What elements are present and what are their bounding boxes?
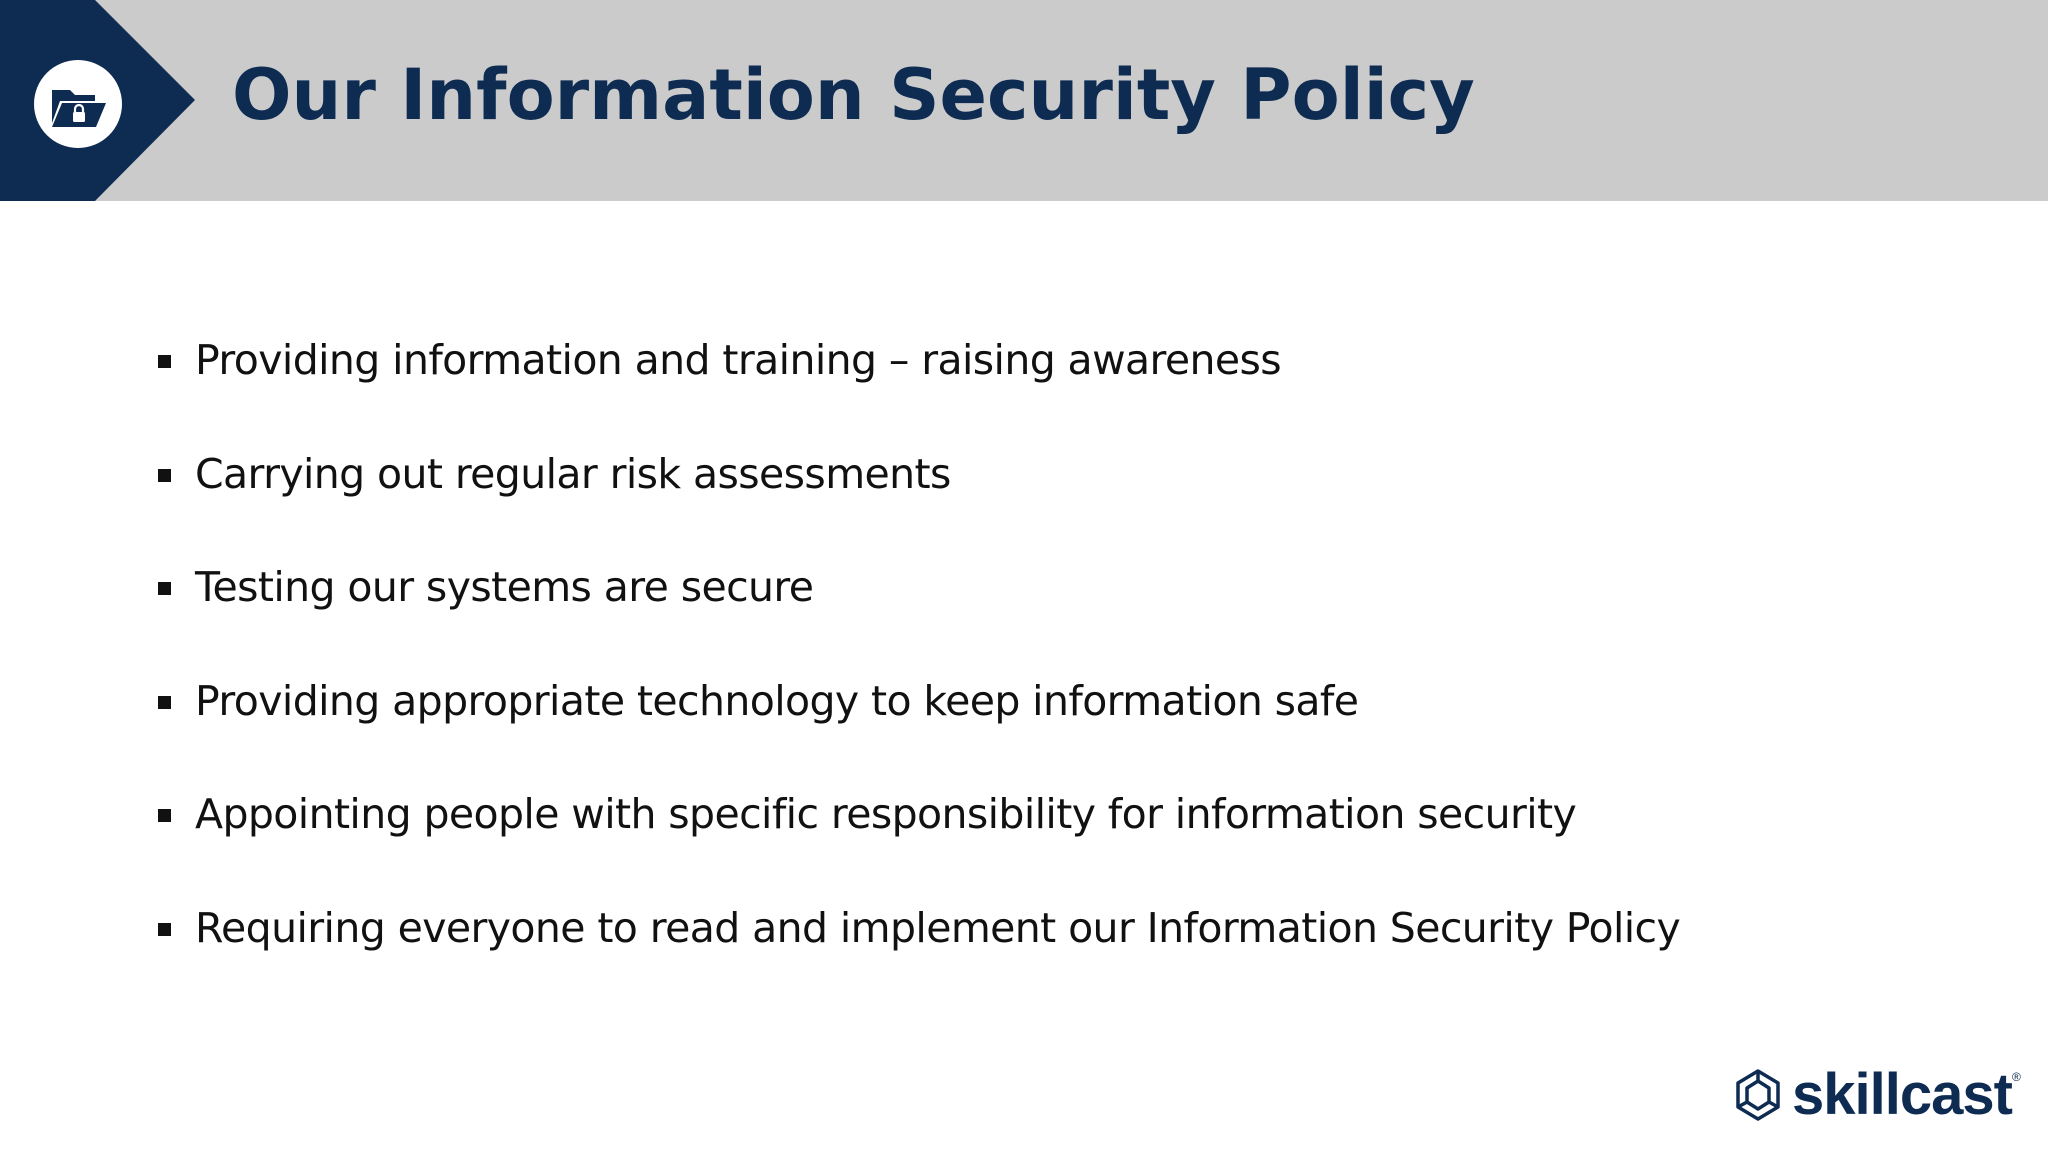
bullet-text: Requiring everyone to read and implement our Information Security Policy: [195, 903, 1681, 952]
bullet-square-icon: [158, 582, 171, 595]
list-item: [158, 439, 1680, 553]
registered-mark: ®: [2011, 1070, 2021, 1084]
bullet-square-icon: [158, 355, 171, 368]
bullet-text: Providing information and training – raising awareness: [195, 336, 1282, 384]
bullet-text: Testing our systems are secure: [195, 563, 814, 611]
bullet-text: Carrying out regular risk assessments: [195, 449, 951, 498]
logo-text: skillcast: [1792, 1062, 2012, 1127]
list-item: [158, 666, 1680, 780]
list-item: [158, 325, 1680, 439]
bullet-text: Appointing people with specific responsibility for information security: [195, 790, 1577, 838]
bullet-text: Providing appropriate technology to keep information safe: [195, 676, 1359, 725]
list-item: [158, 779, 1680, 893]
bullet-square-icon: [158, 923, 171, 936]
list-item: [158, 893, 1680, 1007]
bullet-square-icon: [158, 809, 171, 822]
bullet-list: [158, 325, 1680, 1006]
folder-lock-icon: [30, 56, 126, 152]
bullet-square-icon: [158, 469, 171, 482]
skillcast-logo: [1728, 1060, 2021, 1130]
list-item: [158, 552, 1680, 666]
skillcast-logo-mark-icon: [1728, 1065, 1788, 1125]
page-title: Our Information Security Policy: [232, 54, 1475, 136]
bullet-square-icon: [158, 696, 171, 709]
